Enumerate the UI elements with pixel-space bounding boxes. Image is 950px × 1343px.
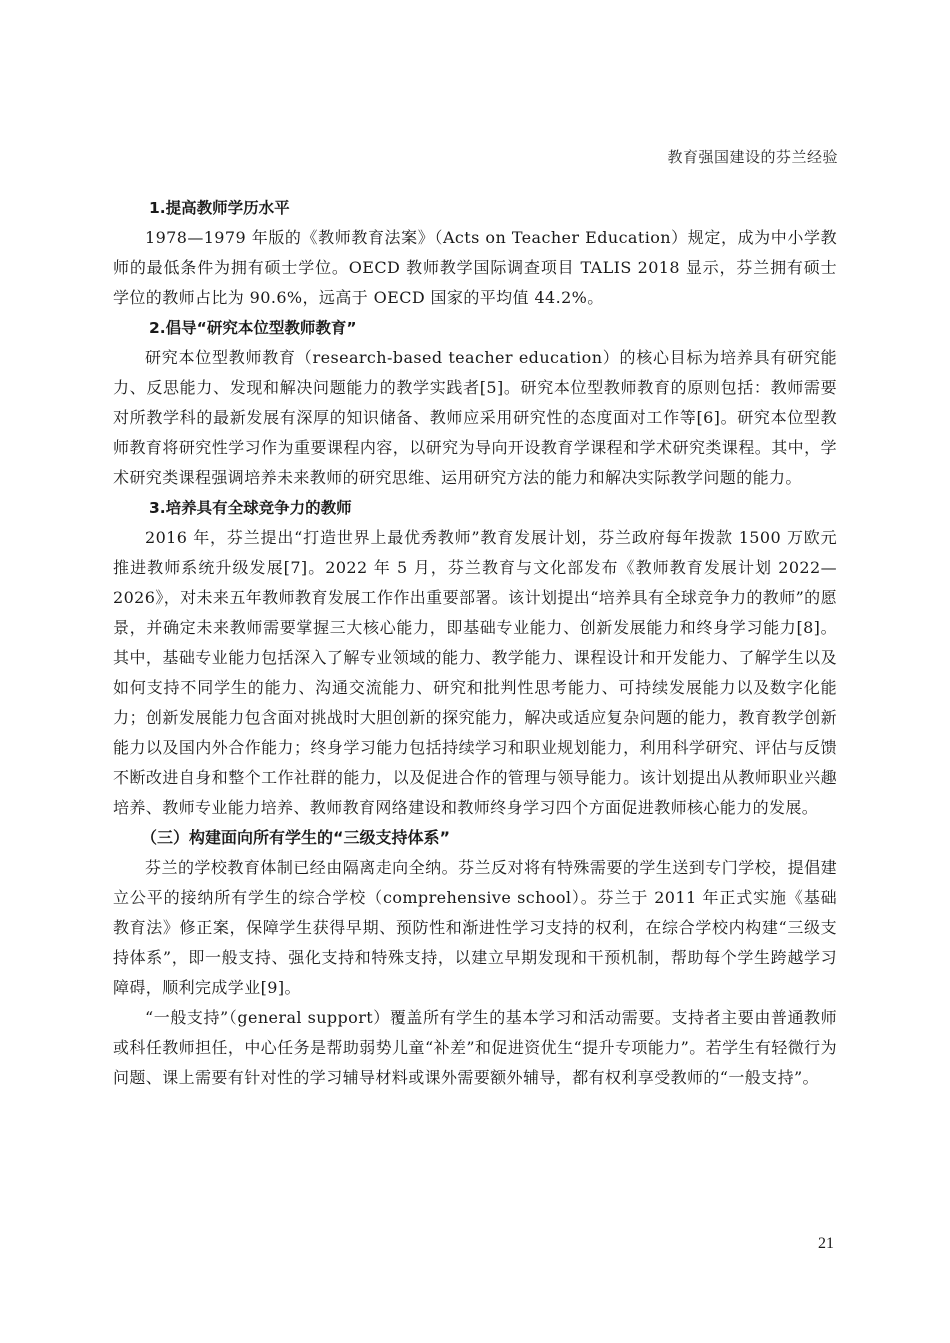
- paragraph-1: 1978—1979 年版的《教师教育法案》（Acts on Teacher Education）规定，成为中小学教师的最低条件为拥有硕士学位。OECD 教师教学国际调查项目 TALIS 2018 显示，芬兰拥有硕士学位的教师占比为 90.6%，远高于 OECD 国家的平均值 44.2%。: [113, 228, 837, 307]
- paragraph-3: 2016 年，芬兰提出“打造世界上最优秀教师”教育发展计划，芬兰政府每年拨款 1500 万欧元推进教师系统升级发展[7]。2022 年 5 月，芬兰教育与文化部发布《教师教育发展计划 2022—2026》，对未来五年教师教育发展工作作出重要部署。该计划提出“培养具有全球竞争力的教师”的愿景，并确定未来教师需要掌握三大核心能力，即基础专业能力、创新发展能力和终身学习能力[8]。其中，基础专业能力包括深入了解专业领域的能力、教学能力、课程设计和开发能力、了解学生以及如何支持不同学生的能力、沟通交流能力、研究和批判性思考能力、可持续发展能力以及数字化能力；创新发展能力包含面对挑战时大胆创新的探究能力，解决或适应复杂问题的能力，教育教学创新能力以及国内外合作能力；终身学习能力包括持续学习和职业规划能力，利用科学研究、评估与反馈不断改进自身和整个工作社群的能力，以及促进合作的管理与领导能力。该计划提出从教师职业兴趣培养、教师专业能力培养、教师教育网络建设和教师终身学习四个方面促进教师核心能力的发展。: [113, 528, 837, 817]
- paragraph-4: 芬兰的学校教育体制已经由隔离走向全纳。芬兰反对将有特殊需要的学生送到专门学校，提倡建立公平的接纳所有学生的综合学校（comprehensive school）。芬兰于 2011 年正式实施《基础教育法》修正案，保障学生获得早期、预防性和渐进性学习支持的权利，在综合学校内构建“三级支持体系”，即一般支持、强化支持和特殊支持，以建立早期发现和干预机制，帮助每个学生跨越学习障碍，顺利完成学业[9]。: [113, 858, 837, 997]
- page-number: 21: [818, 1235, 834, 1252]
- paragraph-5: “一般支持”（general support）覆盖所有学生的基本学习和活动需要。支持者主要由普通教师或科任教师担任，中心任务是帮助弱势儿童“补差”和促进资优生“提升专项能力”。若学生有轻微行为问题、课上需要有针对性的学习辅导材料或课外需要额外辅导，都有权利享受教师的“一般支持”。: [113, 1008, 837, 1087]
- section-heading-3: 3.培养具有全球竞争力的教师: [149, 499, 352, 517]
- paragraph-2: 研究本位型教师教育（research-based teacher education）的核心目标为培养具有研究能力、反思能力、发现和解决问题能力的教学实践者[5]。研究本位型教师教育的原则包括：教师需要对所教学科的最新发展有深厚的知识储备、教师应采用研究性的态度面对工作等[6]。研究本位型教师教育将研究性学习作为重要课程内容，以研究为导向开设教育学课程和学术研究类课程。其中，学术研究类课程强调培养未来教师的研究思维、运用研究方法的能力和解决实际教学问题的能力。: [113, 348, 837, 487]
- section-heading-1: 1.提高教师学历水平: [149, 199, 290, 217]
- section-heading-2: 2.倡导“研究本位型教师教育”: [149, 319, 357, 337]
- running-header: 教育强国建设的芬兰经验: [667, 148, 838, 166]
- page-body: [113, 193, 837, 1093]
- major-heading: （三）构建面向所有学生的“三级支持体系”: [141, 828, 451, 847]
